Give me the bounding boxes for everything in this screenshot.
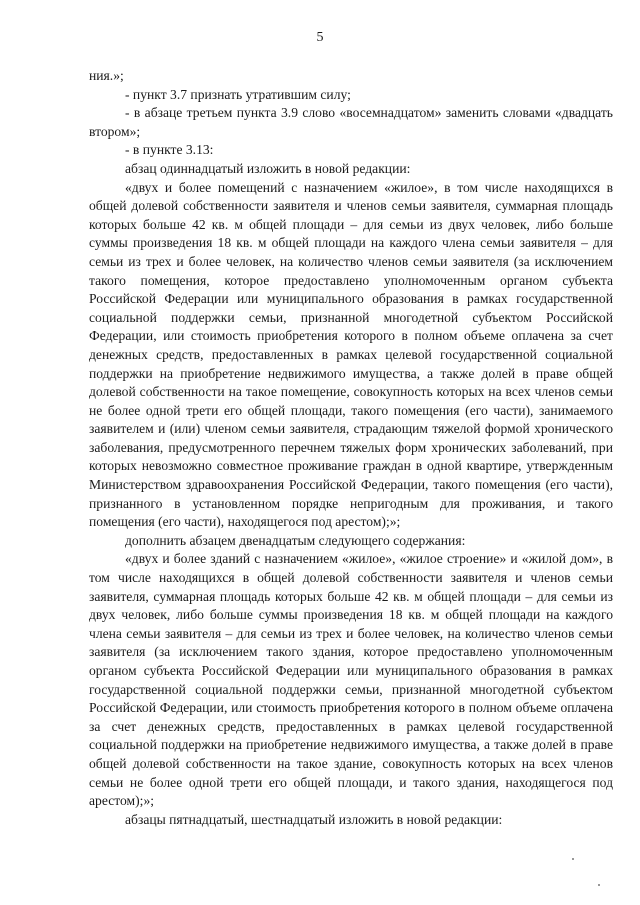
paragraph-instruction-fifteenth: абзацы пятнадцатый, шестнадцатый изложить в новой редакции: [125, 811, 503, 827]
scan-speck [598, 884, 600, 886]
paragraph-item-3-13: - в пункте 3.13: [125, 142, 214, 158]
paragraph-quote-buildings: «двух и более зданий с назначением «жилое», «жилое строение» и «жилой дом», в том числе находящихся в общей долевой собственности заявителя и членов семьи заявителя, суммарная площадь которых больше 42 кв. м общей площади – для семьи из двух человек, либо больше суммы произведения 18 кв. м общей площади на каждого члена семьи заявителя – для семьи из трех и более человек, на количество членов семьи заявителя (за исключением такого здания, которое предоставлено уполномоченным органом субъекта Российской Федерации или муниципального образования в рамках государственной социальной поддержки семьи, признанной многодетной субъектом Российской Федерации, или стоимость приобретения которого в полном объеме оплачена за счет денежных средств, предоставленных в рамках целевой государственной социальной поддержки на приобретение недвижимого имущества, а также долей в праве общей долевой собственности на такое здание, совокупность которых на всех членов семьи не более одной трети его общей площади, и такого здания, находящегося под арестом);»; [89, 551, 613, 809]
paragraph-item-3-9: - в абзаце третьем пункта 3.9 слово «восемнадцатом» заменить словами «двадцать втором»; [89, 105, 613, 139]
paragraph-instruction-eleventh: абзац одиннадцатый изложить в новой редакции: [125, 160, 411, 176]
paragraph-continuation: ния.»; [89, 68, 124, 83]
document-body [89, 67, 613, 829]
paragraph-quote-premises: «двух и более помещений с назначением «жилое», в том числе находящихся в общей долевой собственности заявителя и членов семьи заявителя, суммарная площадь которых больше 42 кв. м общей площади – для семьи из двух человек, либо больше суммы произведения 18 кв. м общей площади на каждого члена семьи заявителя – для семьи из трех и более человек, на количество членов семьи заявителя (за исключением такого помещения, которое предоставлено уполномоченным органом субъекта Российской Федерации или муниципального образования в рамках государственной социальной поддержки семьи, признанной многодетной субъектом Российской Федерации, или стоимость приобретения которого в полном объеме оплачена за счет денежных средств, предоставленных в рамках целевой государственной социальной поддержки на приобретение недвижимого имущества, а также долей в праве общей долевой собственности на такое помещение, совокупность которых на всех членов семьи не более одной трети его общей площади, такого помещения (его части), занимаемого заявителем и (или) членом семьи заявителя, страдающим тяжелой формой хронического заболевания, предусмотренного перечнем тяжелых форм хронических заболеваний, при которых невозможно совместное проживание граждан в одной квартире, утвержденным Министерством здравоохранения Российской Федерации, такого помещения (его части), признанного в установленном порядке непригодным для проживания, и такого помещения (его части), находящегося под арестом);»; [89, 179, 613, 530]
scan-speck [572, 858, 574, 860]
page-number: 5 [316, 30, 324, 45]
paragraph-instruction-twelfth: дополнить абзацем двенадцатым следующего содержания: [125, 532, 466, 548]
paragraph-item-3-7: - пункт 3.7 признать утратившим силу; [125, 86, 351, 102]
